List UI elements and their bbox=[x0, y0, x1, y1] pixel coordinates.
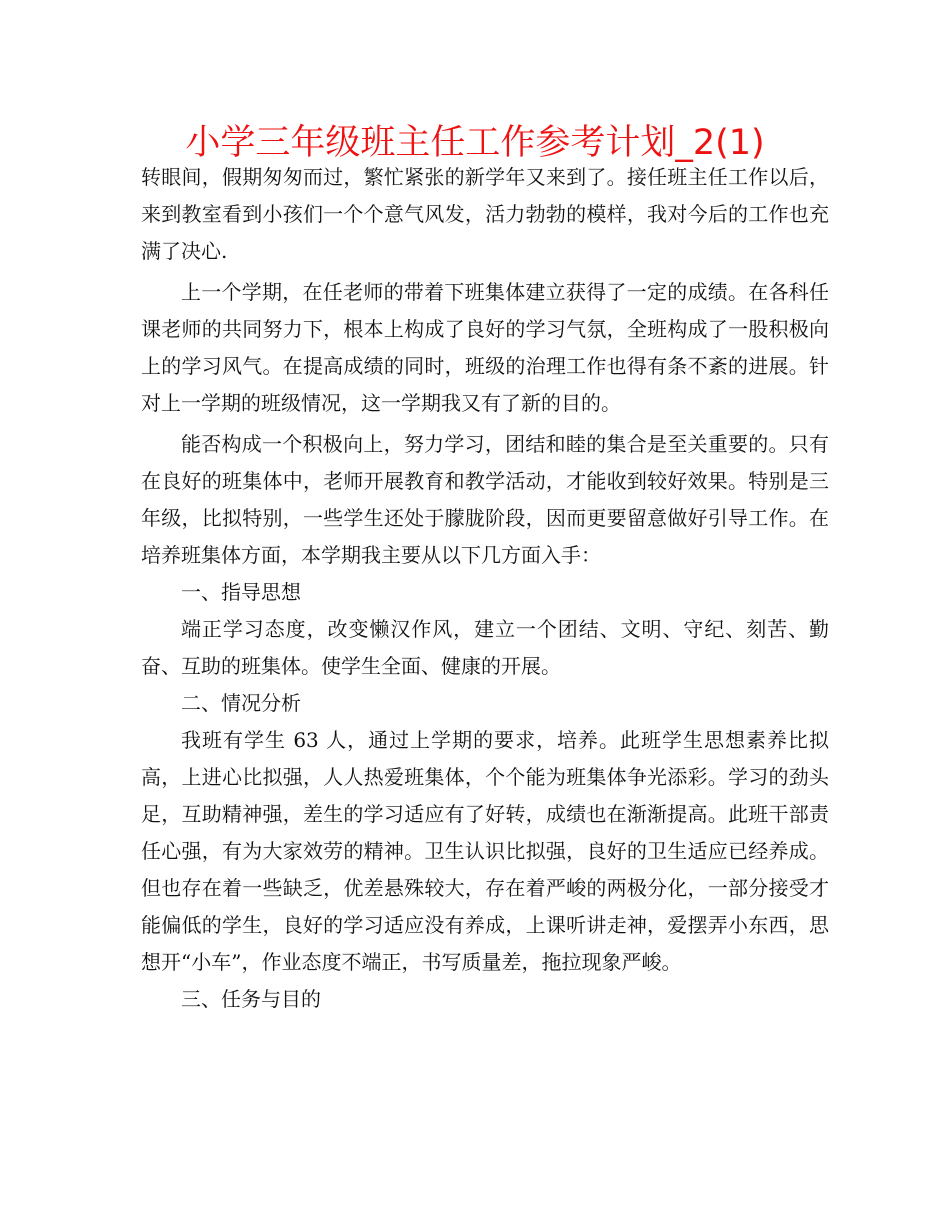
section-heading-tasks-goals: 三、任务与目的 bbox=[181, 987, 321, 1011]
document-body bbox=[141, 159, 829, 1018]
section-heading-guiding-thought: 一、指导思想 bbox=[181, 580, 301, 604]
document-title: 小学三年级班主任工作参考计划_2(1) bbox=[185, 123, 765, 163]
paragraph-situation-analysis: 我班有学生 63 人，通过上学期的要求，培养。此班学生思想素养比拟高，上进心比拟强，人人热爱班集体，个个能为班集体争光添彩。学习的劲头足，互助精神强，差生的学习适应有了好转，成绩也在渐渐提高。此班干部责任心强，有为大家效劳的精神。卫生认识比拟强，良好的卫生适应已经养成。但也存在着一些缺乏，优差悬殊较大，存在着严峻的两极分化，一部分接受才能偏低的学生，良好的学习适应没有养成，上课听讲走神，爱摆弄小东西，思想开“小车”，作业态度不端正，书写质量差，拖拉现象严峻。 bbox=[141, 728, 829, 974]
paragraph-class-building: 能否构成一个积极向上，努力学习，团结和睦的集合是至关重要的。只有在良好的班集体中，老师开展教育和教学活动，才能收到较好效果。特别是三年级，比拟特别，一些学生还处于朦胧阶段，因而更要留意做好引导工作。在培养班集体方面，本学期我主要从以下几方面入手： bbox=[141, 432, 829, 567]
paragraph-last-semester: 上一个学期，在任老师的带着下班集体建立获得了一定的成绩。在各科任课老师的共同努力下，根本上构成了良好的学习气氛，全班构成了一股积极向上的学习风气。在提高成绩的同时，班级的治理工作也得有条不紊的进展。针对上一学期的班级情况，这一学期我又有了新的目的。 bbox=[141, 280, 829, 415]
paragraph-guiding-thought: 端正学习态度，改变懒汉作风，建立一个团结、文明、守纪、刻苦、勤奋、互助的班集体。使学生全面、健康的开展。 bbox=[141, 617, 829, 678]
section-heading-situation-analysis: 二、情况分析 bbox=[181, 691, 301, 715]
paragraph-intro: 转眼间，假期匆匆而过，繁忙紧张的新学年又来到了。接任班主任工作以后，来到教室看到小孩们一个个意气风发，活力勃勃的模样，我对今后的工作也充满了决心. bbox=[141, 165, 829, 263]
